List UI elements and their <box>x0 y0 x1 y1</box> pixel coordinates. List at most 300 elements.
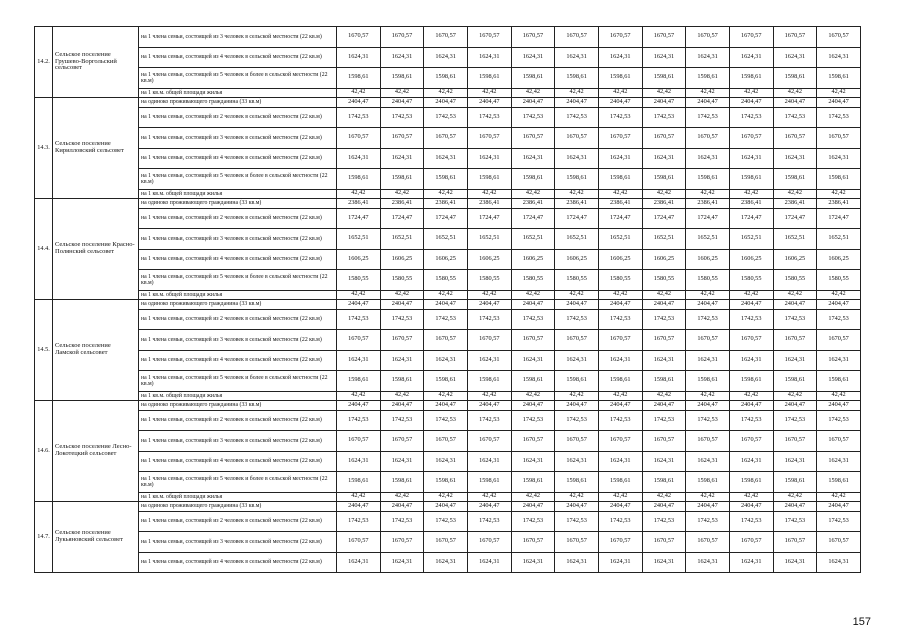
value-cell: 1624,31 <box>642 552 686 573</box>
row-description: на 1 члена семьи, состоящей из 4 человек в сельской местности (22 кв.м) <box>139 47 337 68</box>
value-cell: 1580,55 <box>817 270 861 291</box>
value-cell: 42,42 <box>686 492 730 502</box>
value-cell: 1742,53 <box>467 410 511 431</box>
table-row <box>35 309 861 330</box>
value-cell: 1670,57 <box>817 27 861 48</box>
value-cell: 42,42 <box>686 391 730 401</box>
value-cell: 1724,47 <box>642 208 686 229</box>
value-cell: 1742,53 <box>773 410 817 431</box>
value-cell: 1670,57 <box>511 330 555 351</box>
table-row <box>35 27 861 48</box>
territory-name: Сельское поселение Грушево-Воргольский сельсовет <box>53 27 139 98</box>
table-row <box>35 270 861 291</box>
value-cell: 1580,55 <box>555 270 599 291</box>
value-cell: 2386,41 <box>424 199 468 209</box>
value-cell: 2404,47 <box>424 401 468 411</box>
value-cell: 1724,47 <box>555 208 599 229</box>
section-index: 14.2. <box>35 27 53 98</box>
value-cell: 42,42 <box>337 290 381 300</box>
value-cell: 2404,47 <box>380 98 424 108</box>
value-cell: 42,42 <box>598 189 642 199</box>
value-cell: 1742,53 <box>729 511 773 532</box>
value-cell: 2404,47 <box>642 98 686 108</box>
value-cell: 1624,31 <box>686 451 730 472</box>
value-cell: 1598,61 <box>817 371 861 392</box>
value-cell: 2386,41 <box>642 199 686 209</box>
value-cell: 1624,31 <box>773 350 817 371</box>
value-cell: 1670,57 <box>467 330 511 351</box>
table-row <box>35 290 861 300</box>
table-row <box>35 229 861 250</box>
value-cell: 42,42 <box>511 189 555 199</box>
value-cell: 1670,57 <box>598 330 642 351</box>
value-cell: 1742,53 <box>729 107 773 128</box>
value-cell: 1670,57 <box>555 128 599 149</box>
value-cell: 1724,47 <box>817 208 861 229</box>
value-cell: 42,42 <box>729 391 773 401</box>
value-cell: 1670,57 <box>337 532 381 553</box>
value-cell: 1624,31 <box>424 552 468 573</box>
value-cell: 1742,53 <box>424 107 468 128</box>
value-cell: 1624,31 <box>686 552 730 573</box>
value-cell: 1670,57 <box>511 27 555 48</box>
value-cell: 1670,57 <box>424 128 468 149</box>
value-cell: 1624,31 <box>642 451 686 472</box>
value-cell: 1624,31 <box>598 451 642 472</box>
value-cell: 1742,53 <box>598 309 642 330</box>
value-cell: 42,42 <box>773 391 817 401</box>
value-cell: 1624,31 <box>729 451 773 472</box>
value-cell: 2404,47 <box>555 401 599 411</box>
value-cell: 2404,47 <box>337 502 381 512</box>
value-cell: 1670,57 <box>380 27 424 48</box>
value-cell: 1580,55 <box>773 270 817 291</box>
section-index: 14.4. <box>35 199 53 300</box>
value-cell: 2404,47 <box>642 300 686 310</box>
value-cell: 1624,31 <box>555 350 599 371</box>
value-cell: 1742,53 <box>817 309 861 330</box>
value-cell: 2404,47 <box>686 502 730 512</box>
row-description: на 1 члена семьи, состоящей из 2 человек в сельской местности (22 кв.м) <box>139 208 337 229</box>
value-cell: 1580,55 <box>686 270 730 291</box>
value-cell: 1670,57 <box>380 431 424 452</box>
row-description: на 1 кв.м. общей площади жилья <box>139 290 337 300</box>
row-description: на 1 кв.м. общей площади жилья <box>139 391 337 401</box>
value-cell: 2404,47 <box>598 502 642 512</box>
value-cell: 1598,61 <box>337 371 381 392</box>
value-cell: 1598,61 <box>686 371 730 392</box>
value-cell: 42,42 <box>773 189 817 199</box>
value-cell: 1670,57 <box>467 431 511 452</box>
value-cell: 1670,57 <box>729 128 773 149</box>
value-cell: 42,42 <box>467 290 511 300</box>
value-cell: 1598,61 <box>598 68 642 89</box>
row-description: на 1 члена семьи, состоящей из 5 человек и более в сельской местности (22 кв.м) <box>139 472 337 493</box>
value-cell: 1742,53 <box>555 309 599 330</box>
table-row <box>35 249 861 270</box>
value-cell: 42,42 <box>424 290 468 300</box>
value-cell: 42,42 <box>598 290 642 300</box>
value-cell: 42,42 <box>424 88 468 98</box>
value-cell: 1742,53 <box>337 107 381 128</box>
value-cell: 1598,61 <box>817 472 861 493</box>
value-cell: 1670,57 <box>817 532 861 553</box>
value-cell: 1624,31 <box>773 451 817 472</box>
value-cell: 1742,53 <box>467 511 511 532</box>
value-cell: 1724,47 <box>424 208 468 229</box>
value-cell: 2404,47 <box>642 401 686 411</box>
value-cell: 2404,47 <box>686 300 730 310</box>
value-cell: 1624,31 <box>467 552 511 573</box>
value-cell: 1624,31 <box>555 47 599 68</box>
value-cell: 1670,57 <box>555 532 599 553</box>
value-cell: 42,42 <box>642 189 686 199</box>
value-cell: 1598,61 <box>424 68 468 89</box>
table-row <box>35 88 861 98</box>
value-cell: 1742,53 <box>511 511 555 532</box>
value-cell: 1598,61 <box>380 472 424 493</box>
value-cell: 1652,51 <box>555 229 599 250</box>
value-cell: 2404,47 <box>337 300 381 310</box>
value-cell: 1624,31 <box>773 47 817 68</box>
row-description: на 1 члена семьи, состоящей из 4 человек в сельской местности (22 кв.м) <box>139 552 337 573</box>
value-cell: 1624,31 <box>467 148 511 169</box>
value-cell: 1598,61 <box>337 472 381 493</box>
value-cell: 42,42 <box>424 189 468 199</box>
value-cell: 1624,31 <box>817 552 861 573</box>
value-cell: 2386,41 <box>686 199 730 209</box>
value-cell: 1670,57 <box>337 431 381 452</box>
value-cell: 1670,57 <box>642 128 686 149</box>
value-cell: 42,42 <box>773 492 817 502</box>
value-cell: 2404,47 <box>817 98 861 108</box>
table-row <box>35 47 861 68</box>
value-cell: 42,42 <box>598 88 642 98</box>
value-cell: 1624,31 <box>337 451 381 472</box>
row-description: на 1 кв.м. общей площади жилья <box>139 88 337 98</box>
value-cell: 1670,57 <box>729 532 773 553</box>
value-cell: 42,42 <box>598 391 642 401</box>
value-cell: 1742,53 <box>337 309 381 330</box>
value-cell: 1624,31 <box>380 552 424 573</box>
row-description: на 1 члена семьи, состоящей из 4 человек в сельской местности (22 кв.м) <box>139 350 337 371</box>
value-cell: 42,42 <box>467 88 511 98</box>
row-description: на 1 члена семьи, состоящей из 4 человек в сельской местности (22 кв.м) <box>139 451 337 472</box>
value-cell: 1624,31 <box>511 552 555 573</box>
value-cell: 42,42 <box>729 290 773 300</box>
page-number: 157 <box>852 616 871 628</box>
value-cell: 1724,47 <box>686 208 730 229</box>
table-row <box>35 169 861 190</box>
table-row <box>35 148 861 169</box>
value-cell: 1742,53 <box>773 107 817 128</box>
value-cell: 1742,53 <box>686 410 730 431</box>
row-description: на одиноко проживающего гражданина (33 кв.м) <box>139 502 337 512</box>
value-cell: 1652,51 <box>598 229 642 250</box>
value-cell: 2386,41 <box>337 199 381 209</box>
value-cell: 1624,31 <box>686 47 730 68</box>
value-cell: 1598,61 <box>424 169 468 190</box>
value-cell: 1670,57 <box>337 128 381 149</box>
value-cell: 1606,25 <box>555 249 599 270</box>
territory-name: Сельское поселение Ламской сельсовет <box>53 300 139 401</box>
value-cell: 42,42 <box>380 88 424 98</box>
value-cell: 1598,61 <box>380 169 424 190</box>
value-cell: 1624,31 <box>424 350 468 371</box>
value-cell: 2386,41 <box>729 199 773 209</box>
value-cell: 1670,57 <box>686 27 730 48</box>
value-cell: 42,42 <box>729 492 773 502</box>
value-cell: 1598,61 <box>424 472 468 493</box>
value-cell: 1724,47 <box>337 208 381 229</box>
value-cell: 42,42 <box>817 492 861 502</box>
value-cell: 1606,25 <box>642 249 686 270</box>
value-cell: 1670,57 <box>424 431 468 452</box>
value-cell: 1624,31 <box>511 148 555 169</box>
territory-name: Сельское поселение Красно-Полянский сельсовет <box>53 199 139 300</box>
value-cell: 1624,31 <box>337 350 381 371</box>
value-cell: 2404,47 <box>380 401 424 411</box>
value-cell: 1598,61 <box>642 371 686 392</box>
value-cell: 1670,57 <box>686 532 730 553</box>
value-cell: 1724,47 <box>598 208 642 229</box>
value-cell: 1598,61 <box>773 371 817 392</box>
value-cell: 1742,53 <box>380 410 424 431</box>
row-description: на 1 члена семьи, состоящей из 5 человек и более в сельской местности (22 кв.м) <box>139 270 337 291</box>
value-cell: 42,42 <box>511 492 555 502</box>
value-cell: 1742,53 <box>642 107 686 128</box>
table-row <box>35 431 861 452</box>
value-cell: 2404,47 <box>511 98 555 108</box>
value-cell: 1742,53 <box>773 511 817 532</box>
price-table <box>34 26 861 573</box>
value-cell: 1624,31 <box>337 552 381 573</box>
value-cell: 1624,31 <box>424 451 468 472</box>
value-cell: 1624,31 <box>555 451 599 472</box>
value-cell: 42,42 <box>337 391 381 401</box>
value-cell: 1606,25 <box>467 249 511 270</box>
value-cell: 1624,31 <box>467 350 511 371</box>
value-cell: 1742,53 <box>467 107 511 128</box>
value-cell: 2404,47 <box>729 502 773 512</box>
value-cell: 1670,57 <box>555 27 599 48</box>
table-row <box>35 451 861 472</box>
value-cell: 1606,25 <box>380 249 424 270</box>
value-cell: 1670,57 <box>642 27 686 48</box>
value-cell: 1670,57 <box>642 330 686 351</box>
value-cell: 2386,41 <box>380 199 424 209</box>
value-cell: 1670,57 <box>337 27 381 48</box>
value-cell: 2404,47 <box>511 401 555 411</box>
value-cell: 2386,41 <box>511 199 555 209</box>
value-cell: 2404,47 <box>686 98 730 108</box>
row-description: на 1 члена семьи, состоящей из 3 человек в сельской местности (22 кв.м) <box>139 431 337 452</box>
row-description: на 1 члена семьи, состоящей из 2 человек в сельской местности (22 кв.м) <box>139 107 337 128</box>
value-cell: 1624,31 <box>555 148 599 169</box>
row-description: на одиноко проживающего гражданина (33 кв.м) <box>139 199 337 209</box>
value-cell: 42,42 <box>642 88 686 98</box>
territory-name: Сельское поселение Лукьяновский сельсовет <box>53 502 139 573</box>
value-cell: 42,42 <box>511 290 555 300</box>
table-row <box>35 330 861 351</box>
value-cell: 1598,61 <box>555 68 599 89</box>
row-description: на 1 кв.м. общей площади жилья <box>139 492 337 502</box>
value-cell: 1742,53 <box>555 410 599 431</box>
value-cell: 2404,47 <box>686 401 730 411</box>
value-cell: 1606,25 <box>773 249 817 270</box>
value-cell: 2386,41 <box>598 199 642 209</box>
value-cell: 1670,57 <box>467 27 511 48</box>
section-index: 14.6. <box>35 401 53 502</box>
value-cell: 1624,31 <box>773 552 817 573</box>
value-cell: 1580,55 <box>337 270 381 291</box>
value-cell: 42,42 <box>380 189 424 199</box>
value-cell: 1742,53 <box>598 511 642 532</box>
value-cell: 42,42 <box>380 492 424 502</box>
value-cell: 1670,57 <box>598 27 642 48</box>
value-cell: 1670,57 <box>773 532 817 553</box>
value-cell: 1598,61 <box>598 472 642 493</box>
territory-name: Сельское поселение Кирилловский сельсовет <box>53 98 139 199</box>
table-row <box>35 107 861 128</box>
value-cell: 1670,57 <box>598 431 642 452</box>
value-cell: 42,42 <box>467 391 511 401</box>
value-cell: 1598,61 <box>598 371 642 392</box>
value-cell: 2404,47 <box>729 401 773 411</box>
value-cell: 1670,57 <box>555 431 599 452</box>
value-cell: 2404,47 <box>598 98 642 108</box>
value-cell: 1670,57 <box>729 431 773 452</box>
table-row <box>35 350 861 371</box>
value-cell: 1624,31 <box>817 451 861 472</box>
value-cell: 2404,47 <box>511 300 555 310</box>
value-cell: 1652,51 <box>337 229 381 250</box>
value-cell: 1598,61 <box>511 472 555 493</box>
value-cell: 42,42 <box>555 290 599 300</box>
table-row <box>35 492 861 502</box>
value-cell: 2404,47 <box>817 300 861 310</box>
value-cell: 2404,47 <box>817 502 861 512</box>
value-cell: 1624,31 <box>729 552 773 573</box>
value-cell: 2404,47 <box>773 401 817 411</box>
value-cell: 1742,53 <box>817 511 861 532</box>
row-description: на 1 члена семьи, состоящей из 3 человек в сельской местности (22 кв.м) <box>139 229 337 250</box>
value-cell: 1742,53 <box>380 309 424 330</box>
value-cell: 42,42 <box>642 492 686 502</box>
value-cell: 2404,47 <box>555 300 599 310</box>
row-description: на 1 члена семьи, состоящей из 3 человек в сельской местности (22 кв.м) <box>139 532 337 553</box>
value-cell: 42,42 <box>555 492 599 502</box>
value-cell: 1598,61 <box>511 371 555 392</box>
value-cell: 1598,61 <box>686 472 730 493</box>
value-cell: 1670,57 <box>467 532 511 553</box>
value-cell: 1670,57 <box>729 330 773 351</box>
value-cell: 1598,61 <box>555 371 599 392</box>
value-cell: 1670,57 <box>380 330 424 351</box>
value-cell: 1742,53 <box>686 309 730 330</box>
value-cell: 1742,53 <box>773 309 817 330</box>
value-cell: 1624,31 <box>729 350 773 371</box>
value-cell: 1624,31 <box>337 47 381 68</box>
value-cell: 1598,61 <box>511 68 555 89</box>
value-cell: 42,42 <box>817 290 861 300</box>
table-row <box>35 68 861 89</box>
value-cell: 1742,53 <box>424 309 468 330</box>
value-cell: 1652,51 <box>729 229 773 250</box>
value-cell: 2404,47 <box>773 502 817 512</box>
value-cell: 42,42 <box>337 492 381 502</box>
value-cell: 1670,57 <box>424 532 468 553</box>
value-cell: 1624,31 <box>686 350 730 371</box>
value-cell: 1742,53 <box>380 511 424 532</box>
value-cell: 1598,61 <box>642 68 686 89</box>
value-cell: 1598,61 <box>773 472 817 493</box>
value-cell: 1580,55 <box>467 270 511 291</box>
value-cell: 1724,47 <box>511 208 555 229</box>
value-cell: 1598,61 <box>467 169 511 190</box>
value-cell: 2404,47 <box>642 502 686 512</box>
value-cell: 2404,47 <box>773 98 817 108</box>
value-cell: 1742,53 <box>337 511 381 532</box>
value-cell: 1724,47 <box>773 208 817 229</box>
value-cell: 1670,57 <box>380 532 424 553</box>
value-cell: 1598,61 <box>380 371 424 392</box>
table-row <box>35 391 861 401</box>
value-cell: 1606,25 <box>337 249 381 270</box>
value-cell: 1742,53 <box>511 410 555 431</box>
value-cell: 1670,57 <box>424 330 468 351</box>
value-cell: 1670,57 <box>380 128 424 149</box>
value-cell: 2404,47 <box>424 98 468 108</box>
value-cell: 2386,41 <box>467 199 511 209</box>
value-cell: 2404,47 <box>380 300 424 310</box>
value-cell: 1742,53 <box>555 511 599 532</box>
value-cell: 1742,53 <box>729 410 773 431</box>
row-description: на 1 члена семьи, состоящей из 4 человек в сельской местности (22 кв.м) <box>139 148 337 169</box>
value-cell: 42,42 <box>337 189 381 199</box>
section-index: 14.5. <box>35 300 53 401</box>
row-description: на 1 члена семьи, состоящей из 4 человек в сельской местности (22 кв.м) <box>139 249 337 270</box>
value-cell: 1624,31 <box>380 350 424 371</box>
value-cell: 1598,61 <box>729 169 773 190</box>
value-cell: 2404,47 <box>817 401 861 411</box>
value-cell: 1598,61 <box>555 472 599 493</box>
value-cell: 1652,51 <box>642 229 686 250</box>
value-cell: 1724,47 <box>467 208 511 229</box>
value-cell: 1598,61 <box>467 472 511 493</box>
value-cell: 1624,31 <box>598 552 642 573</box>
row-description: на 1 члена семьи, состоящей из 2 человек в сельской местности (22 кв.м) <box>139 511 337 532</box>
value-cell: 2404,47 <box>555 98 599 108</box>
value-cell: 1606,25 <box>598 249 642 270</box>
value-cell: 1598,61 <box>467 371 511 392</box>
value-cell: 2404,47 <box>773 300 817 310</box>
value-cell: 42,42 <box>424 391 468 401</box>
value-cell: 1670,57 <box>511 128 555 149</box>
value-cell: 1652,51 <box>817 229 861 250</box>
value-cell: 42,42 <box>773 290 817 300</box>
value-cell: 42,42 <box>686 290 730 300</box>
value-cell: 1624,31 <box>467 451 511 472</box>
value-cell: 1670,57 <box>511 532 555 553</box>
value-cell: 1652,51 <box>686 229 730 250</box>
value-cell: 1624,31 <box>467 47 511 68</box>
row-description: на одиноко проживающего гражданина (33 кв.м) <box>139 300 337 310</box>
value-cell: 1624,31 <box>511 47 555 68</box>
value-cell: 42,42 <box>729 189 773 199</box>
value-cell: 2404,47 <box>511 502 555 512</box>
section-index: 14.7. <box>35 502 53 573</box>
